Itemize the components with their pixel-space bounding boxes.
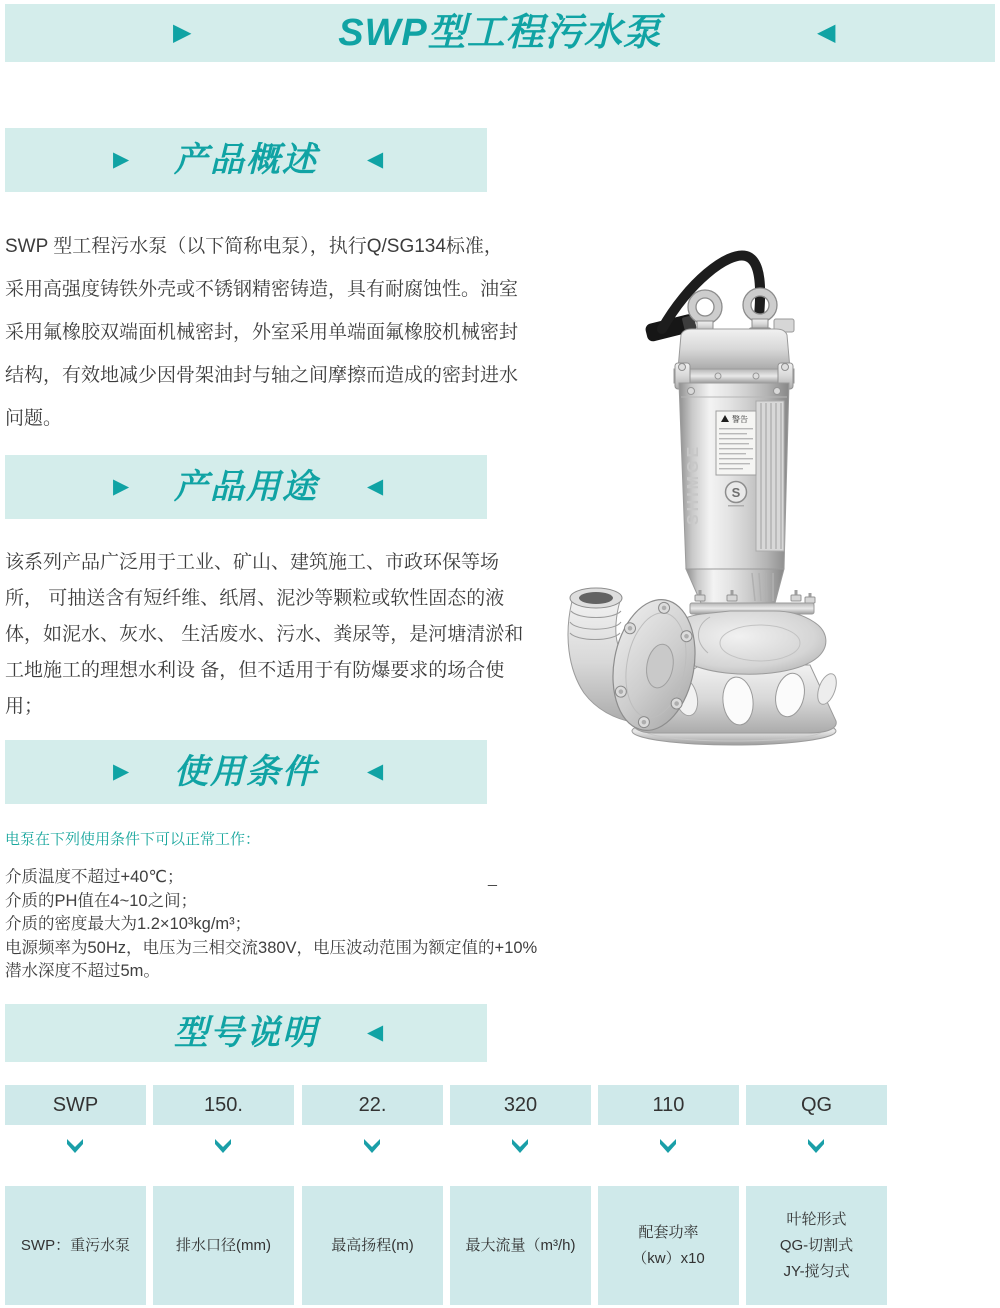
model-desc-cell bbox=[302, 1186, 443, 1305]
down-chevron-icon bbox=[214, 1139, 232, 1153]
stray-underscore-mark: _ bbox=[488, 870, 497, 887]
overview-paragraph bbox=[5, 225, 518, 440]
model-code-cell: SWP bbox=[5, 1085, 146, 1125]
model-code-cell: QG bbox=[746, 1085, 887, 1125]
desc-line: （kw）x10 bbox=[632, 1249, 705, 1267]
desc-line: 叶轮形式 bbox=[786, 1210, 847, 1228]
left-triangle-icon: ◀ bbox=[367, 1021, 384, 1044]
usage-section-title: 产品用途 bbox=[174, 468, 318, 506]
overview-line: SWP 型工程污水泵（以下简称电泵），执行Q/SG134标准， bbox=[5, 236, 503, 257]
usage-line: 所， 可抽送含有短纤维、纸屑、泥沙等颗粒或软性固态的液 bbox=[5, 588, 505, 609]
page-title: SWP型工程污水泵 bbox=[338, 12, 662, 54]
conditions-list bbox=[5, 866, 537, 984]
condition-item: 介质的密度最大为1.2×10³kg/m³； bbox=[5, 915, 252, 933]
down-chevron-icon bbox=[511, 1139, 529, 1153]
model-desc-cell bbox=[450, 1186, 591, 1305]
model-desc-cell bbox=[5, 1186, 146, 1305]
desc-line: JY-搅匀式 bbox=[783, 1262, 850, 1280]
overview-line: 采用高强度铸铁外壳或不锈钢精密铸造，具有耐腐蚀性。油室 bbox=[5, 279, 519, 300]
model-code-cell: 320 bbox=[450, 1085, 591, 1125]
desc-line: QG-切割式 bbox=[779, 1236, 854, 1254]
overview-line: 结构，有效地减少因骨架油封与轴之间摩擦而造成的密封进水 bbox=[5, 365, 519, 386]
model-code-cell: 150. bbox=[153, 1085, 294, 1125]
condition-item: 潜水深度不超过5m。 bbox=[5, 962, 160, 980]
overview-section-title: 产品概述 bbox=[174, 141, 318, 179]
conditions-section-title: 使用条件 bbox=[174, 753, 318, 791]
overview-section-banner bbox=[5, 128, 487, 192]
pump-warning-label bbox=[716, 411, 756, 475]
condition-item: 电源频率为50Hz，电压为三相交流380V，电压波动范围为额定值的+10% bbox=[5, 938, 538, 957]
model-desc-cell bbox=[598, 1186, 739, 1305]
desc-line: 配套功率 bbox=[638, 1223, 699, 1241]
usage-section-banner bbox=[5, 455, 487, 519]
svg-text:警告: 警告 bbox=[732, 415, 748, 424]
model-section-banner bbox=[5, 1004, 487, 1062]
desc-line: 排水口径(mm) bbox=[176, 1236, 271, 1254]
pump-product-image bbox=[550, 245, 895, 790]
desc-line: SWP：重污水泵 bbox=[20, 1236, 131, 1254]
model-code-cell: 110 bbox=[598, 1085, 739, 1125]
page-title-banner bbox=[5, 4, 995, 62]
model-code-cell: 22. bbox=[302, 1085, 443, 1125]
pump-motor-cap bbox=[674, 319, 794, 389]
svg-text:S: S bbox=[731, 485, 741, 500]
usage-paragraph bbox=[5, 545, 523, 725]
overview-line: 采用氟橡胶双端面机械密封，外室采用单端面氟橡胶机械密封 bbox=[5, 322, 519, 343]
conditions-section-banner bbox=[5, 740, 487, 804]
desc-line: 最高扬程(m) bbox=[331, 1236, 414, 1254]
left-triangle-icon: ◀ bbox=[367, 475, 384, 498]
left-triangle-icon: ◀ bbox=[367, 148, 384, 171]
usage-line: 体，如泥水、灰水、 生活废水、污水、粪尿等，是河塘清淤和 bbox=[5, 624, 524, 645]
right-triangle-icon: ▶ bbox=[173, 19, 192, 46]
model-desc-cell bbox=[153, 1186, 294, 1305]
left-triangle-icon: ◀ bbox=[817, 19, 836, 46]
usage-line: 该系列产品广泛用于工业、矿山、建筑施工、市政环保等场 bbox=[5, 552, 500, 573]
overview-line: 问题。 bbox=[5, 408, 63, 429]
condition-item: 介质温度不超过+40℃； bbox=[5, 868, 184, 886]
model-desc-cell bbox=[746, 1186, 887, 1305]
pump-brand-text: SHIMGE bbox=[685, 443, 702, 525]
right-triangle-icon: ▶ bbox=[113, 760, 130, 783]
model-section-title: 型号说明 bbox=[174, 1014, 318, 1052]
conditions-intro: 电泵在下列使用条件下可以正常工作： bbox=[5, 831, 261, 848]
desc-line: 最大流量（m³/h) bbox=[465, 1236, 576, 1254]
left-triangle-icon: ◀ bbox=[367, 760, 384, 783]
down-chevron-icon bbox=[66, 1139, 84, 1153]
usage-line: 用； bbox=[5, 696, 44, 717]
down-chevron-icon bbox=[807, 1139, 825, 1153]
right-triangle-icon: ▶ bbox=[113, 148, 130, 171]
down-chevron-icon bbox=[659, 1139, 677, 1153]
usage-line: 工地施工的理想水利设 备，但不适用于有防爆要求的场合使 bbox=[5, 660, 505, 681]
condition-item: 介质的PH值在4~10之间； bbox=[5, 891, 198, 910]
down-chevron-icon bbox=[363, 1139, 381, 1153]
right-triangle-icon: ▶ bbox=[113, 475, 130, 498]
